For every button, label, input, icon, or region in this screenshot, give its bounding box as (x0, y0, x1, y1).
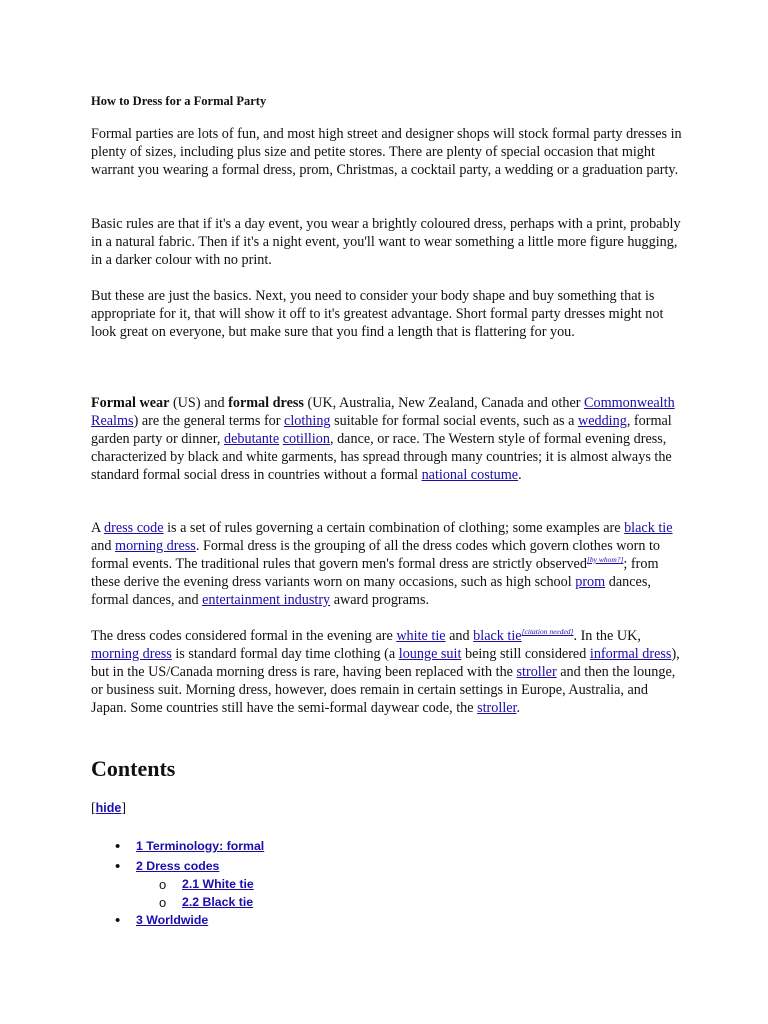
bullet-icon: • (115, 838, 121, 855)
link-debutante[interactable]: debutante (223, 430, 280, 447)
link-black-tie[interactable]: black tie (624, 520, 673, 536)
circle-bullet-icon: o (159, 895, 167, 910)
bracket: ] (121, 801, 127, 816)
document-title: How to Dress for a Formal Party (91, 94, 267, 108)
link-white-tie[interactable]: white tie (396, 628, 446, 644)
link-morning-dress[interactable]: morning dress (91, 645, 172, 662)
text-span: and (445, 628, 474, 644)
text-span: , formal garden party or dinner, (91, 412, 672, 447)
toc-link-worldwide[interactable]: 3 Worldwide (136, 913, 209, 927)
link-dress-code[interactable]: dress code (104, 520, 164, 536)
circle-bullet-icon: o (159, 877, 167, 892)
bracket: [ (91, 801, 96, 816)
text-span: being still considered (461, 645, 590, 662)
text-span: ) are the general terms for (133, 412, 285, 429)
text-span: A (91, 520, 105, 536)
intro-paragraph-2: Basic rules are that if it's a day event, you wear a brightly coloured dress, perhaps with a print, probably in a natural fabric. Then if it's a night event, you'll want to wear something a little more figure hugging, in a darker colour with no print. (91, 216, 681, 268)
text-span: . Formal dress is the grouping of all the dress codes which govern clothes worn to formal events. The traditional rules that govern men's formal dress are strictly observed (91, 537, 660, 572)
term-formal-dress: formal dress (228, 395, 304, 411)
text-span: is standard formal day time clothing (a (171, 645, 399, 662)
link-cotillion[interactable]: cotillion (282, 430, 330, 447)
text-span: (UK, Australia, New Zealand, Canada and other (303, 395, 585, 411)
link-wedding[interactable]: wedding (577, 412, 627, 429)
link-prom[interactable]: prom (575, 573, 606, 590)
text-span: , dance, or race. The Western style of formal evening dress, characterized by black and white garments, has spread through many countries; it is almost always the standard formal social dress in countries without a formal (91, 430, 672, 483)
link-lounge-suit[interactable]: lounge suit (398, 645, 462, 662)
bullet-icon: • (115, 912, 121, 929)
bullet-icon: • (115, 858, 121, 875)
toc-link-dress-codes[interactable]: 2 Dress codes (136, 859, 220, 873)
link-commonwealth-realms[interactable]: Commonwealth Realms (91, 395, 675, 429)
toc-link-black-tie[interactable]: 2.2 Black tie (182, 895, 254, 909)
article-paragraph-formal-wear (91, 395, 683, 485)
text-span: is a set of rules governing a certain combination of clothing; some examples are (163, 520, 625, 536)
link-citation-needed[interactable]: [citation needed] (521, 627, 574, 636)
link-black-tie[interactable]: black tie (473, 628, 522, 644)
text-span: dances, formal dances, and (91, 573, 651, 608)
text-span: award programs. (330, 591, 430, 608)
text-span: The dress codes considered formal in the evening are (91, 628, 397, 644)
text-span: (US) and (169, 395, 229, 411)
term-formal-wear: Formal wear (91, 395, 170, 411)
article-paragraph-evening-codes (91, 628, 683, 718)
article-paragraph-dress-code (91, 520, 683, 610)
link-morning-dress[interactable]: morning dress (115, 537, 196, 554)
link-entertainment-industry[interactable]: entertainment industry (202, 591, 331, 608)
text-span: . (518, 466, 522, 483)
text-span: . In the UK, (573, 628, 641, 644)
link-by-whom[interactable]: [by whom?] (586, 554, 624, 564)
link-informal-dress[interactable]: informal dress (589, 645, 672, 662)
contents-heading: Contents (91, 756, 176, 781)
text-span: suitable for formal social events, such as a (330, 412, 578, 429)
text-span: and (91, 537, 116, 554)
link-stroller[interactable]: stroller (516, 663, 557, 680)
hide-toc-link[interactable]: hide (95, 801, 122, 815)
text-span: and then the lounge, or business suit. Morning dress, however, does remain in certain settings in Europe, Australia, and Japan. Some countries still have the semi-formal daywear code, the (91, 663, 676, 716)
text-span: ), but in the US/Canada morning dress is rare, having been replaced with the (91, 645, 680, 680)
link-clothing[interactable]: clothing (284, 412, 331, 429)
text-span: ; from these derive the evening dress variants worn on many occasions, such as high school (91, 555, 659, 590)
text-span: . (516, 699, 521, 716)
intro-paragraph-1: Formal parties are lots of fun, and most high street and designer shops will stock formal party dresses in plenty of sizes, including plus size and petite stores. There are plenty of special occasion that might warrant you wearing a formal dress, prom, Christmas, a cocktail party, a wedding or a graduation party. (91, 126, 682, 178)
toc-link-terminology[interactable]: 1 Terminology: formal (136, 839, 265, 853)
link-national-costume[interactable]: national costume (421, 466, 519, 483)
toc-link-white-tie[interactable]: 2.1 White tie (182, 877, 254, 891)
link-stroller[interactable]: stroller (477, 699, 517, 716)
intro-paragraph-3: But these are just the basics. Next, you need to consider your body shape and buy something that is appropriate for it, that will show it off to it's greatest advantage. Short formal party dresses might not look great on everyone, but make sure that you find a length that is flattering for you. (91, 288, 664, 340)
toc-toggle (91, 800, 126, 817)
